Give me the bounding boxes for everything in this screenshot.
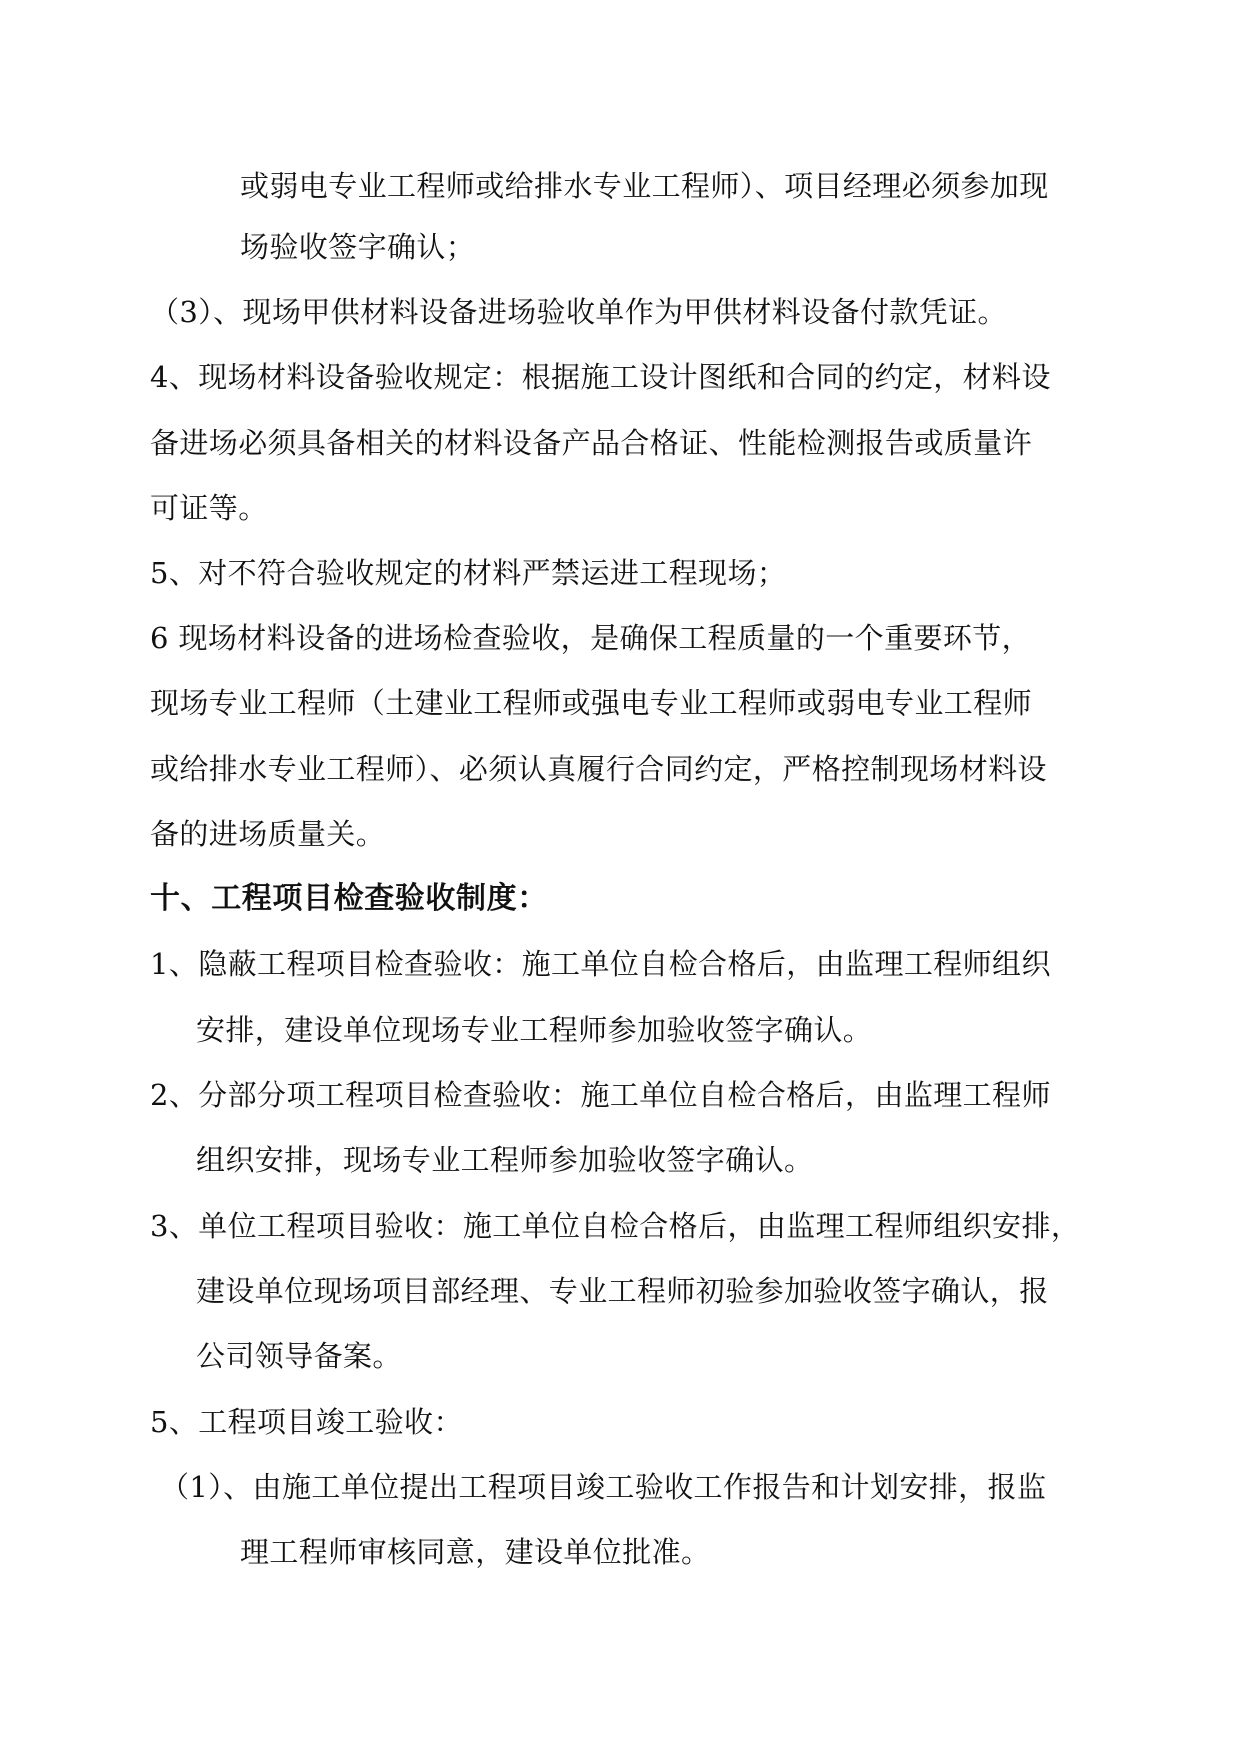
section-heading: 十、工程项目检查验收制度： xyxy=(150,881,548,916)
text-line: 现场专业工程师（土建业工程师或强电专业工程师或弱电专业工程师 xyxy=(150,686,1033,720)
text-line: 或给排水专业工程师）、必须认真履行合同约定，严格控制现场材料设 xyxy=(150,752,1047,786)
text-line: 场验收签字确认； xyxy=(240,230,476,264)
text-line: （3）、现场甲供材料设备进场验收单作为甲供材料设备付款凭证。 xyxy=(150,295,1007,329)
text-line: 理工程师审核同意，建设单位批准。 xyxy=(240,1535,711,1569)
text-line: 或弱电专业工程师或给排水专业工程师）、项目经理必须参加现 xyxy=(240,169,1049,203)
text-line: 可证等。 xyxy=(150,491,268,525)
text-line: 2、分部分项工程项目检查验收：施工单位自检合格后，由监理工程师 xyxy=(150,1078,1051,1112)
text-line: 备的进场质量关。 xyxy=(150,817,386,851)
text-line: （1）、由施工单位提出工程项目竣工验收工作报告和计划安排，报监 xyxy=(160,1470,1047,1504)
text-line: 5、工程项目竣工验收： xyxy=(150,1405,463,1439)
text-line: 6 现场材料设备的进场检查验收，是确保工程质量的一个重要环节， xyxy=(150,621,1032,655)
text-line: 安排，建设单位现场专业工程师参加验收签字确认。 xyxy=(196,1013,873,1047)
text-line: 备进场必须具备相关的材料设备产品合格证、性能检测报告或质量许 xyxy=(150,426,1033,460)
text-line: 3、单位工程项目验收：施工单位自检合格后，由监理工程师组织安排， xyxy=(150,1209,1081,1243)
text-line: 公司领导备案。 xyxy=(196,1339,402,1373)
text-line: 5、对不符合验收规定的材料严禁运进工程现场； xyxy=(150,556,787,590)
text-line: 建设单位现场项目部经理、专业工程师初验参加验收签字确认，报 xyxy=(196,1274,1049,1308)
text-line: 4、现场材料设备验收规定：根据施工设计图纸和合同的约定，材料设 xyxy=(150,360,1051,394)
text-line: 1、隐蔽工程项目检查验收：施工单位自检合格后，由监理工程师组织 xyxy=(150,947,1051,981)
text-line: 组织安排，现场专业工程师参加验收签字确认。 xyxy=(196,1143,814,1177)
